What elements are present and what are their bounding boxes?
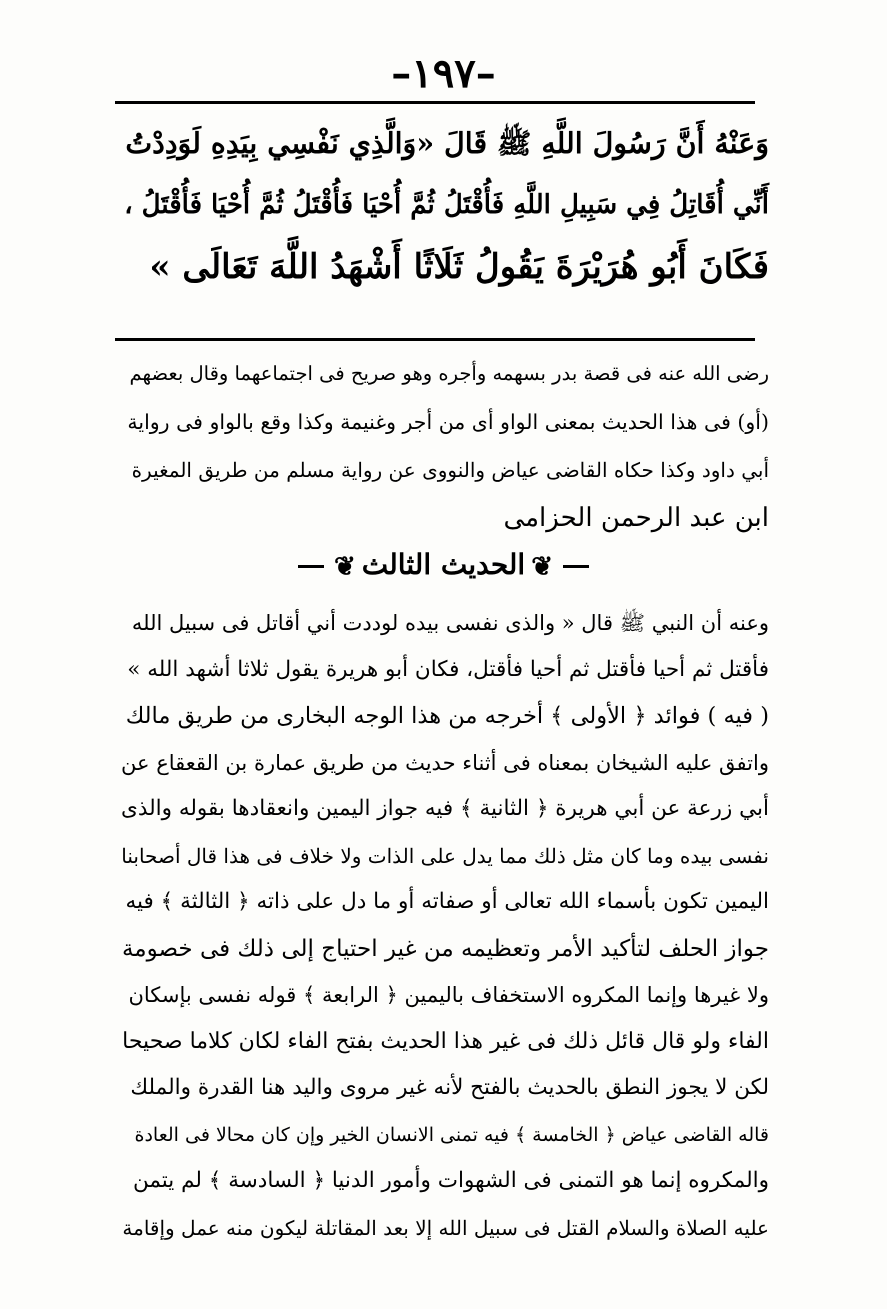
body-line: أبي زرعة عن أبي هريرة ﴿ الثانية ﴾ فيه جواز اليمين وانعقادها بقوله والذى [121,796,769,821]
body-line: نفسى بيده وما كان مثل ذلك مما يدل على الذات ولا خلاف فى هذا قال أصحابنا [121,843,769,868]
heading-dash [563,565,589,568]
section-title: الحديث الثالث [361,548,526,581]
page-number: –١٩٧– [391,50,496,97]
body-line: ( فيه ) فوائد ﴿ الأولى ﴾ أخرجه من هذا الوجه البخارى من طريق مالك [125,703,769,729]
body-line: جواز الحلف لتأكيد الأمر وتعظيمه من غير احتياج إلى ذلك فى خصومة [121,935,769,962]
body-line: اليمين تكون بأسماء الله تعالى أو صفاته أو ما دل على ذاته ﴿ الثالثة ﴾ فيه [125,889,769,914]
hadith-line: أَنِّي أُقَاتِلُ فِي سَبِيلِ اللَّهِ فَأُقْتَلُ ثُمَّ أُحْيَا فَأُقْتَلُ ثُمَّ أُحْيَا فَأُقْتَلُ ، [124,190,769,220]
body-line: والمكروه إنما هو التمنى فى الشهوات وأمور الدنيا ﴿ السادسة ﴾ لم يتمن [133,1168,769,1193]
commentary-line: ابن عبد الرحمن الحزامى [503,503,769,533]
hadith-line: فَكَانَ أَبُو هُرَيْرَةَ يَقُولُ ثَلَاثًا أَشْهَدُ اللَّهَ تَعَالَى » [149,247,769,287]
commentary-line: أبي داود وكذا حكاه القاضى عياض والنووى عن رواية مسلم من طريق المغيرة [131,458,769,482]
commentary-line: رضى الله عنه فى قصة بدر بسهمه وأجره وهو صريح فى اجتماعهما وقال بعضهم [129,362,769,385]
section-heading [0,540,887,590]
top-divider [115,101,755,104]
hadith-line: وَعَنْهُ أَنَّ رَسُولَ اللَّهِ ﷺ قَالَ «وَالَّذِي نَفْسِي بِيَدِهِ لَوَدِدْتُ [125,126,769,160]
body-line: وعنه أن النبي ﷺ قال « والذى نفسى بيده لوددت أني أقاتل فى سبيل الله [131,611,769,635]
ornament-icon: ❦ [333,551,356,582]
body-line: لكن لا يجوز النطق بالحديث بالفتح لأنه غير مروى واليد هنا القدرة والملك [130,1075,769,1100]
commentary-line: (أو) فى هذا الحديث بمعنى الواو أى من أجر وغنيمة وكذا وقع بالواو فى رواية [127,410,769,434]
middle-divider [115,338,755,341]
body-line: ولا غيرها وإنما المكروه الاستخفاف باليمين ﴿ الرابعة ﴾ قوله نفسى بإسكان [128,983,769,1007]
body-line: عليه الصلاة والسلام القتل فى سبيل الله إلا بعد المقاتلة ليكون منه عمل وإقامة [122,1215,769,1240]
body-line: فأقتل ثم أحيا فأقتل ثم أحيا فأقتل، فكان أبو هريرة يقول ثلاثا أشهد الله » [127,656,769,682]
hadith-text [119,112,769,298]
body-line: واتفق عليه الشيخان بمعناه فى أثناء حديث من طريق عمارة بن القعقاع عن [121,750,769,775]
footnote-commentary [119,350,769,542]
body-line: الفاء ولو قال قائل ذلك فى غير هذا الحديث بفتح الفاء لكان كلاما صحيحا [122,1028,769,1054]
heading-dash [298,565,324,568]
commentary-body [119,600,769,1251]
body-line: قاله القاضى عياض ﴿ الخامسة ﴾ فيه تمنى الانسان الخير وإن كان محالا فى العادة [134,1123,769,1146]
ornament-icon: ❦ [531,551,554,582]
